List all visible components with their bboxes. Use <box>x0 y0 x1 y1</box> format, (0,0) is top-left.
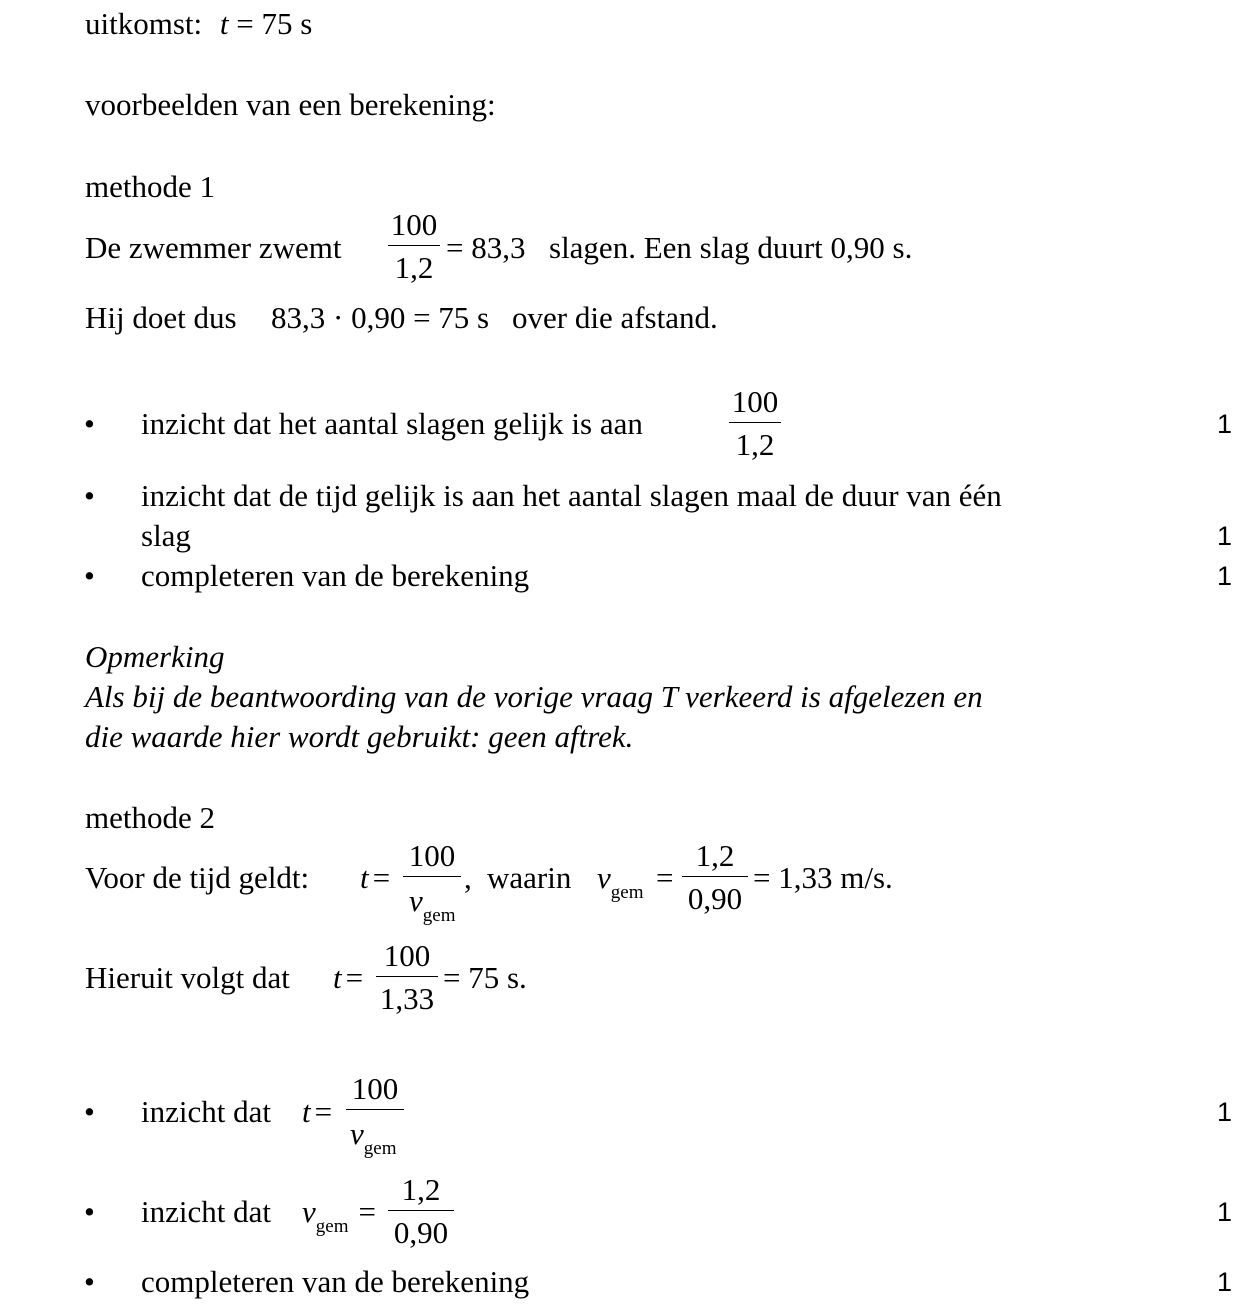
t-symbol: t <box>333 960 342 995</box>
eq-sign: = <box>345 960 364 995</box>
remark-line-2: die waarde hier wordt gebruikt: geen aftrek. <box>85 719 634 754</box>
fraction-denominator <box>346 1110 404 1159</box>
fraction-numerator: 100 <box>731 384 779 419</box>
method1-criterion-2-text-line1: inzicht dat de tijd gelijk is aan het aantal slagen maal de duur van één <box>141 478 1002 513</box>
method1-line2-prefix: Hij doet dus <box>85 300 237 335</box>
method1-criterion-1-fraction <box>729 386 781 460</box>
v-symbol: v <box>597 860 611 895</box>
gem-subscript: gem <box>422 905 456 926</box>
bullet-icon: • <box>84 1094 95 1129</box>
outcome-label: uitkomst: <box>85 6 203 41</box>
bullet-icon: • <box>84 478 95 513</box>
method2-heading: methode 2 <box>85 800 215 835</box>
method1-line1-suffix: slagen. Een slag duurt 0,90 s. <box>549 230 913 265</box>
fraction-denominator: 0,90 <box>393 1215 449 1250</box>
method1-line2-suffix: over die afstand. <box>512 300 718 335</box>
fraction-denominator: 1,2 <box>394 250 434 285</box>
method2-criterion-1-score: 1 <box>1217 1097 1233 1127</box>
method2-criterion-2-vgem <box>302 1194 376 1237</box>
t-symbol: t <box>302 1094 311 1129</box>
fraction-numerator: 100 <box>383 938 431 973</box>
method1-criterion-1-text: inzicht dat het aantal slagen gelijk is aan <box>141 406 643 441</box>
v-symbol: v <box>409 883 423 918</box>
remark-heading: Opmerking <box>85 639 225 674</box>
method2-criterion-2-fraction <box>388 1174 454 1248</box>
bullet-icon: • <box>84 1194 95 1229</box>
method2-frac3 <box>376 940 438 1014</box>
bullet-icon: • <box>84 406 95 441</box>
method2-criterion-1-fraction <box>346 1071 404 1159</box>
outcome-t-symbol: t <box>219 6 229 41</box>
fraction-numerator: 100 <box>390 207 438 242</box>
remark-line-1: Als bij de beantwoording van de vorige vraag T verkeerd is afgelezen en <box>85 679 983 714</box>
method2-criterion-3-score: 1 <box>1217 1267 1233 1297</box>
method2-line1-prefix: Voor de tijd geldt: <box>85 860 310 895</box>
eq-sign: = <box>358 1194 376 1229</box>
method2-vgem <box>597 860 644 903</box>
t-symbol: t <box>360 860 369 895</box>
gem-subscript: gem <box>315 1216 349 1237</box>
method2-result: = 1,33 m/s. <box>753 860 893 895</box>
method2-criterion-1-text: inzicht dat <box>141 1094 271 1129</box>
outcome-eq: = <box>236 6 254 41</box>
gem-subscript: gem <box>610 882 644 903</box>
method2-frac1 <box>403 838 461 926</box>
method2-frac2 <box>682 840 748 914</box>
method2-criterion-2-text: inzicht dat <box>141 1194 271 1229</box>
method2-t-equals <box>360 862 390 893</box>
method1-line1-prefix: De zwemmer zwemt <box>85 230 342 265</box>
fraction-numerator: 100 <box>351 1071 399 1106</box>
method2-criterion-2-score: 1 <box>1217 1197 1233 1227</box>
method2-waarin: waarin <box>487 860 572 895</box>
eq-sign: = <box>372 860 391 895</box>
method2-line2-result: = 75 s. <box>443 960 527 995</box>
outcome-value: 75 s <box>261 6 313 41</box>
fraction-numerator: 100 <box>408 838 456 873</box>
method1-criterion-2-score: 1 <box>1217 521 1233 551</box>
gem-subscript: gem <box>363 1138 397 1159</box>
eq-sign: = <box>314 1094 333 1129</box>
bullet-icon: • <box>84 558 95 593</box>
examples-heading: voorbeelden van een berekening: <box>85 87 496 122</box>
fraction-denominator: 0,90 <box>687 881 743 916</box>
method1-line1-result: = 83,3 <box>446 230 526 265</box>
method1-line1-fraction <box>388 209 440 283</box>
fraction-denominator <box>403 877 461 926</box>
method2-line2-t-equals <box>333 962 363 993</box>
fraction-numerator: 1,2 <box>401 1172 441 1207</box>
method2-comma: , <box>464 860 472 895</box>
method1-heading: methode 1 <box>85 169 215 204</box>
method1-line2-math: 83,3 · 0,90 = 75 s <box>271 300 490 335</box>
v-symbol: v <box>302 1194 316 1229</box>
outcome-line <box>85 8 312 39</box>
method1-criterion-3-text: completeren van de berekening <box>141 558 530 593</box>
method2-eq2: = <box>656 860 674 895</box>
method1-criterion-2-text-line2: slag <box>141 518 191 553</box>
v-symbol: v <box>350 1116 364 1151</box>
fraction-numerator: 1,2 <box>695 838 735 873</box>
method2-line2-prefix: Hieruit volgt dat <box>85 960 290 995</box>
fraction-denominator: 1,2 <box>735 427 775 462</box>
method1-criterion-3-score: 1 <box>1217 561 1233 591</box>
method2-criterion-1-t-equals <box>302 1096 332 1127</box>
fraction-denominator: 1,33 <box>379 981 435 1016</box>
method2-criterion-3-text: completeren van de berekening <box>141 1264 530 1299</box>
bullet-icon: • <box>84 1264 95 1299</box>
method1-criterion-1-score: 1 <box>1217 409 1233 439</box>
